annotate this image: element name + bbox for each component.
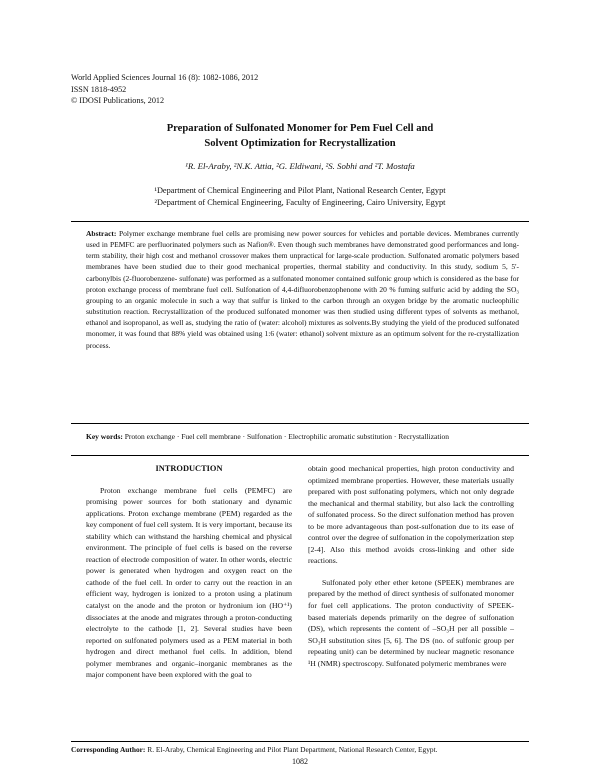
corr-text: R. El-Araby, Chemical Engineering and Pilot Plant Department, National Research Center, Egypt. <box>147 745 438 754</box>
intro-paragraph-1: Proton exchange membrane fuel cells (PEMFC) are promising power sources for both stationary and dynamic applications. Proton exchange membrane (PEM) regarded as the key component of fuel cell system. It is very important, because its stability which can withstand the harshing chemical and physical environment. The principle of fuel cells is based on the reverse reaction of electrode composition of water. In other words, electric power is generated when hydrogen and oxygen react on the cathode of the fuel cell. In order to carry out the reaction in an efficient way, hydrogen is ionized to a proton using a platinum catalyst on the anode and the proton or hydronium ion (HO⁺¹) dissociates at the anode and migrates through a proton-conducting electrolyte to the cathode [1, 2]. Several studies have been reported on sulfonated polymers used as a PEM material in both hydrogen and direct methanol fuel cells. In addition, blend polymer membranes and organic–inorganic membranes as the major component have been explored with the goal to <box>86 485 293 680</box>
keywords-label: Key words: <box>86 432 123 441</box>
title-line-1: Preparation of Sulfonated Monomer for Pem Fuel Cell and <box>166 123 434 134</box>
page-number: 1082 <box>292 757 308 766</box>
abstract-text: Polymer exchange membrane fuel cells are promising new power sources for vehicles and portable devices. Membranes currently used in PEMFC are perfluorinated polymers such as Nafion®. Even though such membranes have demonstrated good performances and long-term stability, their high cost and methanol crossover makes them unpractical for large-scale production. Sulfonated aromatic polymers based membranes have been studied due to their good mechanical properties, thermal stability and conductivity. In this study, sodium 5, 5'-carbonylbis (2-fluorobenzene- sulfonate) was performed as a sulfonated monomer contained sulfonic group which is considered as the base for proton exchange process of membrane fuel cell. Sulfonation of 4,4-difluorobenzophenone with 20 % fuming sulfuric acid by adding the SO₃ grouping to an organic molecule in such a way that sulfur is linked to the carbon through an oxygen bridge by the aromatic nucleophilic substitution reaction. Recrystallization of the produced sulfonated monomer was then studied using different types of solvents as methanol, ethanol and isopropanol, as well as, studying the ratio of (water: alcohol) mixtures as solvents.By studying the yield of the produced sulfonated monomer, it was found that 88% yield was obtained using 1:6 (water: ethanol) solvent mixture as an optimum solvent for the re-crystallization process. <box>86 229 519 350</box>
affiliation-1: ¹Department of Chemical Engineering and Pilot Plant, National Research Center, Egypt <box>154 186 446 195</box>
corr-label: Corresponding Author: <box>71 745 146 754</box>
paper-title <box>80 121 520 151</box>
divider-top <box>71 221 529 222</box>
affiliations <box>80 185 520 209</box>
keywords-text: Proton exchange · Fuel cell membrane · Sulfonation · Electrophilic aromatic substitution · Recrystallization <box>124 432 450 441</box>
right-column <box>308 463 514 669</box>
divider-middle <box>71 423 529 424</box>
intro-paragraph-3: Sulfonated poly ether ether ketone (SPEEK) membranes are prepared by the method of direct synthesis of sulfonated monomer for fuel cell applications. The proton conductivity of SPEEK-based materials depends primarily on the degree of sulfonation (DS), which represents the content of –SO₃H per all possible –SO₃H substitution sites [5, 6]. The DS (no. of sulfonic group per repeating unit) can be determined by nuclear magnetic resonance ¹H (NMR) spectroscopy. Sulfonated polymeric membranes were <box>308 577 514 668</box>
journal-citation: World Applied Sciences Journal 16 (8): 1082-1086, 2012 <box>71 73 259 82</box>
keywords <box>86 431 519 442</box>
journal-info <box>71 72 258 107</box>
journal-issn: ISSN 1818-4952 <box>71 84 127 94</box>
left-column <box>86 463 292 681</box>
corresponding-author <box>71 745 529 755</box>
section-heading: INTRODUCTION <box>155 464 223 473</box>
abstract-label: Abstract: <box>86 229 117 238</box>
author-list: ¹R. El-Araby, ²N.K. Attia, ²G. Eldiwani, ²S. Sobhi and ²T. Mostafa <box>185 161 415 171</box>
affiliation-2: ²Department of Chemical Engineering, Faculty of Engineering, Cairo University, Egypt <box>154 198 446 207</box>
title-line-2: Solvent Optimization for Recrystallization <box>204 138 396 149</box>
journal-copyright: © IDOSI Publications, 2012 <box>71 96 165 105</box>
abstract <box>86 228 519 351</box>
footer-rule <box>71 741 529 742</box>
intro-paragraph-2: obtain good mechanical properties, high proton conductivity and optimized membrane properties. However, these materials usually prepared with post sulfonating polymers, which not only degrade the mechanical and thermal stability, but also lack the controlling of sulfonated process. So the direct sulfonation method has proven to be more advantageous than post-sulfonation due to its ease of control over the degree of sulfonation in the copolymerization step [2-4]. Also this method avoids cross-linking and other side reactions. <box>308 464 514 566</box>
divider-bottom <box>71 455 529 456</box>
